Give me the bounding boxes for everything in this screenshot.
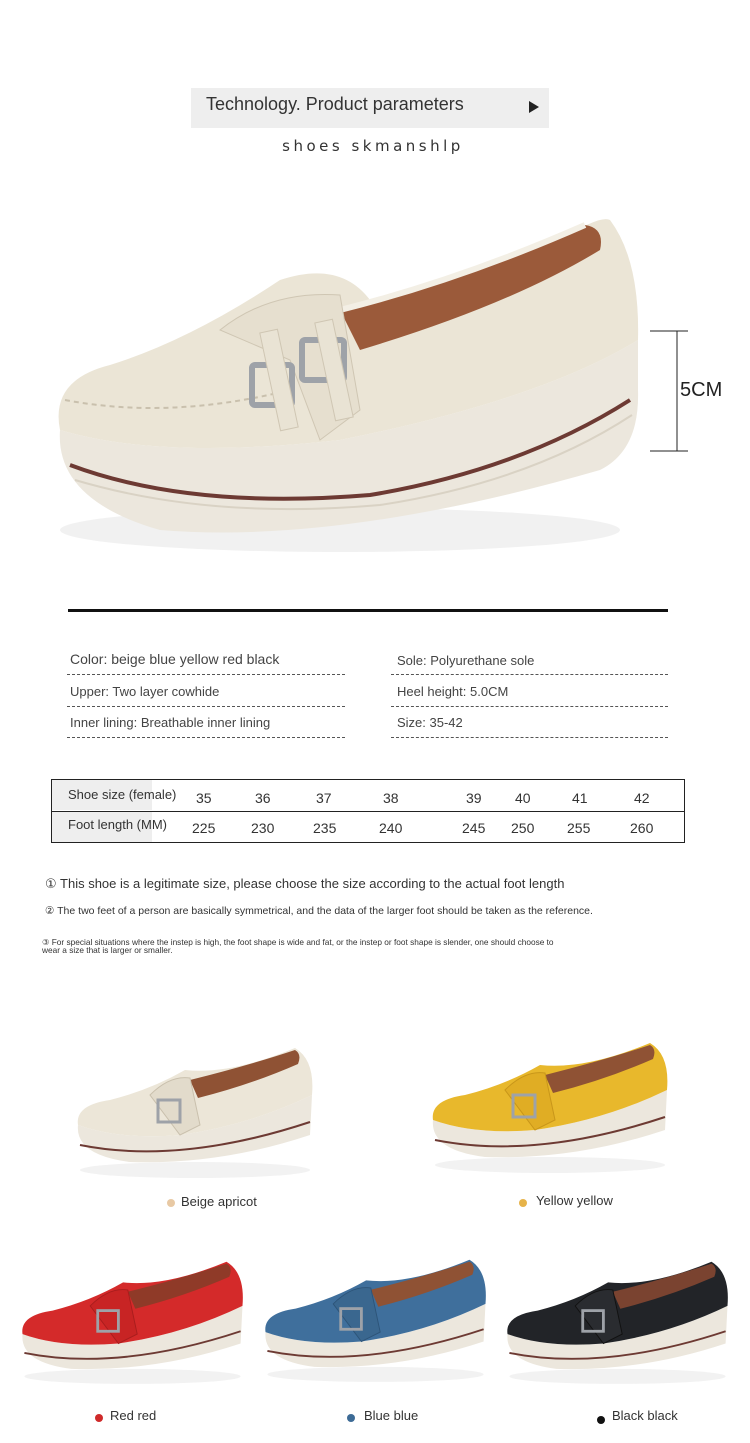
length-cell: 245 (462, 820, 486, 836)
row-header-shoe-size: Shoe size (female) (68, 787, 177, 802)
param-upper: Upper: Two layer cowhide (70, 684, 220, 699)
param-divider (67, 737, 345, 738)
black-swatch-dot (597, 1416, 605, 1424)
param-divider (391, 737, 668, 738)
size-cell: 40 (515, 790, 531, 806)
size-cell: 39 (466, 790, 482, 806)
variant-shoe-blue (258, 1248, 493, 1388)
variant-label-red: Red red (110, 1408, 157, 1423)
row-separator (52, 811, 684, 812)
size-note-3-continued: wear a size that is larger or smaller. (42, 945, 173, 955)
variant-shoe-yellow (425, 1035, 675, 1175)
red-swatch-dot (95, 1414, 103, 1422)
size-cell: 38 (383, 790, 399, 806)
param-divider (67, 706, 345, 707)
size-cell: 42 (634, 790, 650, 806)
size-table (51, 779, 685, 843)
variant-label-black: Black black (612, 1408, 678, 1423)
size-note-2: ② The two feet of a person are basically symmetrical, and the data of the larger foot should be taken as the reference. (45, 905, 593, 917)
param-divider (391, 706, 668, 707)
length-cell: 230 (251, 820, 275, 836)
variant-label-beige: Beige apricot (181, 1194, 257, 1209)
play-arrow-icon (529, 101, 539, 113)
variant-shoe-red (15, 1250, 250, 1390)
banner-subtitle: shoes skmanshlp (282, 137, 464, 155)
size-note-3: ③ For special situations where the instep is high, the foot shape is wide and fat, or the instep or foot shape is slender, one should choose to (42, 937, 554, 947)
param-sole: Sole: Polyurethane sole (397, 653, 535, 668)
variant-shoe-black (500, 1250, 735, 1390)
hero-shoe-image (40, 200, 650, 570)
param-inner-lining: Inner lining: Breathable inner lining (70, 715, 271, 730)
yellow-swatch-dot (519, 1199, 527, 1207)
section-divider (68, 609, 668, 612)
param-size: Size: 35-42 (397, 715, 463, 730)
size-note-1: ① This shoe is a legitimate size, please choose the size according to the actual foot length (45, 876, 565, 891)
variant-label-blue: Blue blue (364, 1408, 419, 1423)
length-cell: 240 (379, 820, 403, 836)
param-heel-height: Heel height: 5.0CM (397, 684, 509, 699)
length-cell: 235 (313, 820, 337, 836)
length-cell: 260 (630, 820, 654, 836)
size-cell: 37 (316, 790, 332, 806)
size-cell: 41 (572, 790, 588, 806)
length-cell: 250 (511, 820, 535, 836)
section-banner (191, 88, 549, 128)
size-cell: 36 (255, 790, 271, 806)
blue-swatch-dot (347, 1414, 355, 1422)
length-cell: 225 (192, 820, 216, 836)
length-cell: 255 (567, 820, 591, 836)
variant-label-yellow: Yellow yellow (536, 1193, 613, 1208)
beige-swatch-dot (167, 1199, 175, 1207)
row-header-foot-length: Foot length (MM) (68, 817, 167, 832)
param-divider (67, 674, 345, 675)
height-label: 5CM (680, 379, 723, 401)
param-divider (391, 674, 668, 675)
param-color: Color: beige blue yellow red black (70, 651, 280, 667)
banner-title: Technology. Product parameters (206, 94, 464, 114)
size-cell: 35 (196, 790, 212, 806)
variant-shoe-beige (70, 1040, 320, 1180)
